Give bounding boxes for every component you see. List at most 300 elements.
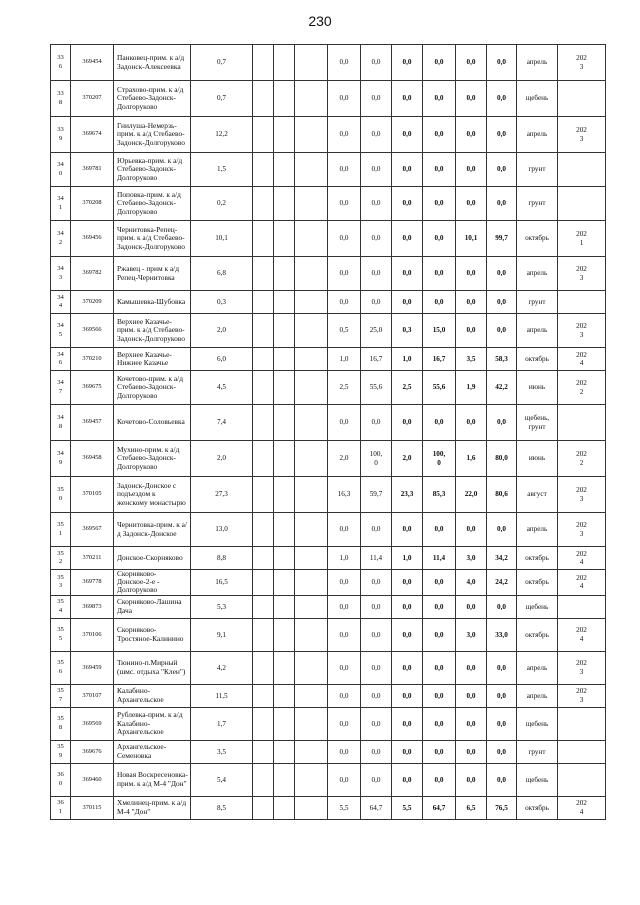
cell-code: 370210 xyxy=(71,348,114,371)
table-row xyxy=(51,796,606,819)
cell-c10: 0,0 xyxy=(423,513,456,547)
cell-c12: 0,0 xyxy=(487,707,517,740)
cell-c11: 0,0 xyxy=(456,651,487,684)
cell-len: 2,0 xyxy=(191,441,253,477)
cell-c6 xyxy=(295,348,328,371)
cell-n: 35 1 xyxy=(51,513,71,547)
cell-c5 xyxy=(274,684,295,707)
cell-c9: 0,0 xyxy=(392,618,423,651)
cell-c9: 0,0 xyxy=(392,707,423,740)
cell-c7: 0,0 xyxy=(328,618,361,651)
cell-c7: 0,0 xyxy=(328,45,361,81)
table-row xyxy=(51,595,606,618)
cell-len: 10,1 xyxy=(191,221,253,257)
cell-c9: 0,0 xyxy=(392,684,423,707)
cell-c8: 0,0 xyxy=(361,257,392,291)
cell-c14: 202 4 xyxy=(558,547,606,570)
cell-c5 xyxy=(274,257,295,291)
cell-c7: 0,0 xyxy=(328,81,361,117)
cell-code: 369566 xyxy=(71,314,114,348)
table-row xyxy=(51,45,606,81)
cell-c10: 16,7 xyxy=(423,348,456,371)
cell-c7: 0,0 xyxy=(328,651,361,684)
cell-n: 34 3 xyxy=(51,257,71,291)
cell-c12: 0,0 xyxy=(487,684,517,707)
cell-c10: 0,0 xyxy=(423,117,456,153)
cell-n: 33 8 xyxy=(51,81,71,117)
cell-c11: 0,0 xyxy=(456,513,487,547)
table-row xyxy=(51,707,606,740)
cell-c5 xyxy=(274,81,295,117)
cell-c12: 0,0 xyxy=(487,117,517,153)
cell-name: Скорняково-Тростяное-Калинино xyxy=(114,618,191,651)
cell-code: 369567 xyxy=(71,513,114,547)
cell-c5 xyxy=(274,570,295,596)
cell-c5 xyxy=(274,763,295,796)
cell-len: 4,5 xyxy=(191,371,253,405)
cell-c5 xyxy=(274,707,295,740)
cell-n: 35 7 xyxy=(51,684,71,707)
cell-name: Гнилуша-Немерзь-прим. к а/д Стебаево-Задонск-Долгоруково xyxy=(114,117,191,153)
cell-c7: 0,0 xyxy=(328,221,361,257)
cell-c13: октябрь xyxy=(517,570,558,596)
cell-c7: 1,0 xyxy=(328,547,361,570)
cell-c8: 0,0 xyxy=(361,618,392,651)
cell-c8: 0,0 xyxy=(361,45,392,81)
cell-c7: 1,0 xyxy=(328,348,361,371)
cell-c12: 0,0 xyxy=(487,257,517,291)
cell-c11: 4,0 xyxy=(456,570,487,596)
cell-n: 35 3 xyxy=(51,570,71,596)
cell-n: 35 6 xyxy=(51,651,71,684)
cell-name: Кочетово-Соловьевка xyxy=(114,405,191,441)
cell-c7: 16,3 xyxy=(328,477,361,513)
cell-c12: 0,0 xyxy=(487,153,517,187)
cell-c14: 202 2 xyxy=(558,371,606,405)
cell-c4 xyxy=(253,348,274,371)
cell-c14: 202 4 xyxy=(558,618,606,651)
cell-c5 xyxy=(274,618,295,651)
cell-c12: 0,0 xyxy=(487,651,517,684)
cell-name: Новая Воскресеновка-прим. к а/д М-4 "Дон" xyxy=(114,763,191,796)
cell-name: Поповка-прим. к а/д Стебаево-Задонск-Долгоруково xyxy=(114,187,191,221)
cell-c9: 0,0 xyxy=(392,257,423,291)
cell-c14: 202 1 xyxy=(558,221,606,257)
cell-len: 5,3 xyxy=(191,595,253,618)
cell-n: 35 0 xyxy=(51,477,71,513)
cell-c10: 0,0 xyxy=(423,291,456,314)
cell-c6 xyxy=(295,651,328,684)
cell-code: 369457 xyxy=(71,405,114,441)
cell-c14: 202 4 xyxy=(558,796,606,819)
cell-code: 369778 xyxy=(71,570,114,596)
cell-c14 xyxy=(558,595,606,618)
cell-c13: грунт xyxy=(517,187,558,221)
cell-len: 9,1 xyxy=(191,618,253,651)
cell-name: Хмелинец-прим. к а/д М-4 "Дон" xyxy=(114,796,191,819)
cell-c9: 0,0 xyxy=(392,740,423,763)
table-row xyxy=(51,763,606,796)
cell-c8: 0,0 xyxy=(361,117,392,153)
cell-c8: 0,0 xyxy=(361,513,392,547)
cell-c9: 1,0 xyxy=(392,348,423,371)
cell-c13: щебень xyxy=(517,763,558,796)
cell-c14: 202 3 xyxy=(558,45,606,81)
cell-c4 xyxy=(253,314,274,348)
cell-c5 xyxy=(274,348,295,371)
cell-c13: октябрь xyxy=(517,221,558,257)
cell-c13: апрель xyxy=(517,45,558,81)
table-row xyxy=(51,348,606,371)
cell-len: 8,5 xyxy=(191,796,253,819)
cell-n: 34 5 xyxy=(51,314,71,348)
cell-c11: 0,0 xyxy=(456,45,487,81)
cell-c4 xyxy=(253,707,274,740)
cell-c12: 0,0 xyxy=(487,314,517,348)
cell-c11: 10,1 xyxy=(456,221,487,257)
table-row xyxy=(51,257,606,291)
table-row xyxy=(51,81,606,117)
cell-code: 369569 xyxy=(71,707,114,740)
cell-c6 xyxy=(295,740,328,763)
cell-c11: 0,0 xyxy=(456,405,487,441)
cell-c6 xyxy=(295,257,328,291)
cell-code: 369781 xyxy=(71,153,114,187)
cell-c5 xyxy=(274,291,295,314)
cell-c9: 0,0 xyxy=(392,81,423,117)
cell-len: 1,5 xyxy=(191,153,253,187)
cell-c11: 0,0 xyxy=(456,81,487,117)
cell-len: 0,7 xyxy=(191,45,253,81)
cell-len: 0,3 xyxy=(191,291,253,314)
cell-c14 xyxy=(558,153,606,187)
cell-c11: 0,0 xyxy=(456,740,487,763)
table-row xyxy=(51,547,606,570)
cell-c13: октябрь xyxy=(517,618,558,651)
cell-c4 xyxy=(253,477,274,513)
cell-c14: 202 3 xyxy=(558,117,606,153)
cell-c9: 0,0 xyxy=(392,187,423,221)
cell-c13: апрель xyxy=(517,117,558,153)
cell-c7: 0,0 xyxy=(328,405,361,441)
table-row xyxy=(51,117,606,153)
cell-c5 xyxy=(274,153,295,187)
roads-table xyxy=(50,44,606,820)
cell-name: Ржавец - прим к а/д Репец-Чернитовка xyxy=(114,257,191,291)
cell-c7: 0,0 xyxy=(328,570,361,596)
cell-len: 1,7 xyxy=(191,707,253,740)
cell-c9: 5,5 xyxy=(392,796,423,819)
cell-c6 xyxy=(295,291,328,314)
cell-c12: 76,5 xyxy=(487,796,517,819)
cell-code: 370107 xyxy=(71,684,114,707)
cell-name: Панковец-прим. к а/д Задонск-Алексеевка xyxy=(114,45,191,81)
cell-code: 369456 xyxy=(71,221,114,257)
cell-c10: 0,0 xyxy=(423,405,456,441)
cell-name: Архангельское-Семеновка xyxy=(114,740,191,763)
cell-c7: 0,0 xyxy=(328,707,361,740)
cell-c10: 0,0 xyxy=(423,187,456,221)
cell-c6 xyxy=(295,117,328,153)
cell-c11: 1,6 xyxy=(456,441,487,477)
cell-name: Камышевка-Шубовка xyxy=(114,291,191,314)
cell-c7: 2,0 xyxy=(328,441,361,477)
cell-c4 xyxy=(253,153,274,187)
cell-c9: 2,5 xyxy=(392,371,423,405)
cell-name: Скорняково-Лашина Дача xyxy=(114,595,191,618)
cell-c14: 202 4 xyxy=(558,348,606,371)
table-row xyxy=(51,441,606,477)
cell-c6 xyxy=(295,314,328,348)
cell-c5 xyxy=(274,371,295,405)
cell-n: 34 2 xyxy=(51,221,71,257)
cell-name: Кочетово-прим. к а/д Стебаево-Задонск-Долгоруково xyxy=(114,371,191,405)
cell-n: 35 2 xyxy=(51,547,71,570)
cell-c7: 0,0 xyxy=(328,740,361,763)
cell-c11: 3,0 xyxy=(456,618,487,651)
cell-c5 xyxy=(274,547,295,570)
cell-code: 369782 xyxy=(71,257,114,291)
cell-c8: 25,0 xyxy=(361,314,392,348)
cell-c13: апрель xyxy=(517,257,558,291)
cell-c14: 202 2 xyxy=(558,441,606,477)
cell-c14: 202 3 xyxy=(558,314,606,348)
cell-c7: 0,0 xyxy=(328,763,361,796)
cell-c9: 0,0 xyxy=(392,117,423,153)
cell-c14 xyxy=(558,405,606,441)
cell-c5 xyxy=(274,187,295,221)
cell-c10: 0,0 xyxy=(423,153,456,187)
cell-len: 6,8 xyxy=(191,257,253,291)
cell-c5 xyxy=(274,513,295,547)
page-number: 230 xyxy=(308,13,332,29)
cell-c6 xyxy=(295,513,328,547)
table-row xyxy=(51,291,606,314)
cell-c14 xyxy=(558,187,606,221)
cell-c12: 0,0 xyxy=(487,763,517,796)
cell-c14 xyxy=(558,81,606,117)
cell-c8: 11,4 xyxy=(361,547,392,570)
table-row xyxy=(51,651,606,684)
cell-c11: 0,0 xyxy=(456,257,487,291)
cell-len: 16,5 xyxy=(191,570,253,596)
cell-c13: апрель xyxy=(517,684,558,707)
cell-c8: 100, 0 xyxy=(361,441,392,477)
cell-len: 7,4 xyxy=(191,405,253,441)
cell-c4 xyxy=(253,441,274,477)
cell-code: 369454 xyxy=(71,45,114,81)
cell-c12: 42,2 xyxy=(487,371,517,405)
cell-c8: 0,0 xyxy=(361,684,392,707)
cell-c8: 55,6 xyxy=(361,371,392,405)
cell-c4 xyxy=(253,513,274,547)
cell-name: Чернитовка-прим. к а/д Задонск-Донское xyxy=(114,513,191,547)
cell-c7: 0,0 xyxy=(328,117,361,153)
cell-len: 0,7 xyxy=(191,81,253,117)
cell-c13: апрель xyxy=(517,314,558,348)
cell-c8: 0,0 xyxy=(361,570,392,596)
cell-c14: 202 3 xyxy=(558,513,606,547)
cell-c5 xyxy=(274,117,295,153)
cell-c11: 0,0 xyxy=(456,707,487,740)
cell-n: 34 0 xyxy=(51,153,71,187)
cell-c5 xyxy=(274,740,295,763)
cell-c5 xyxy=(274,45,295,81)
cell-c14: 202 3 xyxy=(558,477,606,513)
cell-c7: 0,0 xyxy=(328,513,361,547)
cell-c12: 24,2 xyxy=(487,570,517,596)
cell-c10: 0,0 xyxy=(423,618,456,651)
cell-c6 xyxy=(295,618,328,651)
cell-c10: 0,0 xyxy=(423,740,456,763)
cell-c6 xyxy=(295,477,328,513)
cell-c13: щебень xyxy=(517,81,558,117)
cell-c8: 0,0 xyxy=(361,81,392,117)
cell-c14 xyxy=(558,763,606,796)
table-row xyxy=(51,221,606,257)
cell-len: 13,0 xyxy=(191,513,253,547)
cell-c8: 0,0 xyxy=(361,187,392,221)
cell-c11: 1,9 xyxy=(456,371,487,405)
cell-name: Донское-Скорняково xyxy=(114,547,191,570)
cell-c11: 0,0 xyxy=(456,595,487,618)
cell-n: 34 7 xyxy=(51,371,71,405)
cell-c5 xyxy=(274,441,295,477)
cell-c13: июнь xyxy=(517,441,558,477)
cell-c14: 202 3 xyxy=(558,651,606,684)
cell-c6 xyxy=(295,153,328,187)
cell-n: 34 1 xyxy=(51,187,71,221)
cell-code: 369676 xyxy=(71,740,114,763)
cell-c6 xyxy=(295,405,328,441)
cell-c6 xyxy=(295,796,328,819)
cell-name: Мухино-прим. к а/д Стебаево-Задонск-Долгоруково xyxy=(114,441,191,477)
cell-len: 0,2 xyxy=(191,187,253,221)
cell-c7: 5,5 xyxy=(328,796,361,819)
cell-len: 27,3 xyxy=(191,477,253,513)
table-row xyxy=(51,513,606,547)
cell-c13: щебень xyxy=(517,707,558,740)
cell-c4 xyxy=(253,618,274,651)
cell-code: 370105 xyxy=(71,477,114,513)
cell-n: 34 9 xyxy=(51,441,71,477)
cell-c8: 0,0 xyxy=(361,651,392,684)
cell-c10: 0,0 xyxy=(423,684,456,707)
cell-c6 xyxy=(295,441,328,477)
cell-c9: 23,3 xyxy=(392,477,423,513)
cell-c10: 64,7 xyxy=(423,796,456,819)
cell-c11: 6,5 xyxy=(456,796,487,819)
cell-c4 xyxy=(253,257,274,291)
cell-c12: 0,0 xyxy=(487,405,517,441)
cell-c12: 34,2 xyxy=(487,547,517,570)
cell-c6 xyxy=(295,547,328,570)
cell-name: Чернитовка-Репец-прим. к а/д Стебаево-Задонск-Долгоруково xyxy=(114,221,191,257)
table-row xyxy=(51,570,606,596)
cell-n: 34 8 xyxy=(51,405,71,441)
cell-code: 370106 xyxy=(71,618,114,651)
cell-c10: 0,0 xyxy=(423,763,456,796)
cell-c8: 64,7 xyxy=(361,796,392,819)
table-body xyxy=(51,45,606,820)
cell-name: Верхнее Казачье-прим. к а/д Стебаево-Задонск-Долгоруково xyxy=(114,314,191,348)
cell-c12: 80,0 xyxy=(487,441,517,477)
cell-c9: 0,3 xyxy=(392,314,423,348)
cell-c9: 0,0 xyxy=(392,405,423,441)
cell-c6 xyxy=(295,595,328,618)
table-row xyxy=(51,371,606,405)
cell-c5 xyxy=(274,405,295,441)
cell-c4 xyxy=(253,187,274,221)
cell-c11: 0,0 xyxy=(456,291,487,314)
cell-c8: 16,7 xyxy=(361,348,392,371)
cell-len: 4,2 xyxy=(191,651,253,684)
cell-c6 xyxy=(295,684,328,707)
cell-c10: 0,0 xyxy=(423,81,456,117)
cell-c4 xyxy=(253,291,274,314)
cell-c10: 0,0 xyxy=(423,257,456,291)
cell-c11: 3,0 xyxy=(456,547,487,570)
cell-c13: щебень xyxy=(517,595,558,618)
cell-c10: 85,3 xyxy=(423,477,456,513)
cell-c10: 0,0 xyxy=(423,707,456,740)
cell-c11: 0,0 xyxy=(456,187,487,221)
cell-n: 35 5 xyxy=(51,618,71,651)
cell-c4 xyxy=(253,763,274,796)
cell-c12: 0,0 xyxy=(487,45,517,81)
cell-c10: 55,6 xyxy=(423,371,456,405)
cell-n: 35 8 xyxy=(51,707,71,740)
table-row xyxy=(51,153,606,187)
cell-code: 369873 xyxy=(71,595,114,618)
cell-len: 5,4 xyxy=(191,763,253,796)
cell-c10: 0,0 xyxy=(423,570,456,596)
cell-c13: октябрь xyxy=(517,796,558,819)
cell-c9: 0,0 xyxy=(392,763,423,796)
cell-c9: 2,0 xyxy=(392,441,423,477)
cell-c13: октябрь xyxy=(517,547,558,570)
cell-c6 xyxy=(295,45,328,81)
cell-c12: 0,0 xyxy=(487,513,517,547)
cell-c8: 0,0 xyxy=(361,595,392,618)
cell-code: 370115 xyxy=(71,796,114,819)
cell-n: 34 4 xyxy=(51,291,71,314)
cell-c13: июнь xyxy=(517,371,558,405)
cell-c4 xyxy=(253,117,274,153)
cell-c5 xyxy=(274,796,295,819)
cell-c11: 0,0 xyxy=(456,684,487,707)
cell-c12: 0,0 xyxy=(487,740,517,763)
cell-c7: 0,0 xyxy=(328,595,361,618)
cell-c6 xyxy=(295,707,328,740)
cell-c6 xyxy=(295,570,328,596)
cell-c13: октябрь xyxy=(517,348,558,371)
cell-c6 xyxy=(295,371,328,405)
cell-len: 2,0 xyxy=(191,314,253,348)
cell-code: 369674 xyxy=(71,117,114,153)
cell-c6 xyxy=(295,81,328,117)
cell-c5 xyxy=(274,651,295,684)
cell-c14: 202 3 xyxy=(558,257,606,291)
cell-c14: 202 3 xyxy=(558,684,606,707)
cell-c12: 58,3 xyxy=(487,348,517,371)
cell-name: Тюнино-п.Мирный (шмс. отдыха "Клен") xyxy=(114,651,191,684)
cell-c9: 0,0 xyxy=(392,513,423,547)
cell-c14 xyxy=(558,707,606,740)
cell-c11: 0,0 xyxy=(456,153,487,187)
cell-c10: 0,0 xyxy=(423,45,456,81)
cell-c6 xyxy=(295,763,328,796)
